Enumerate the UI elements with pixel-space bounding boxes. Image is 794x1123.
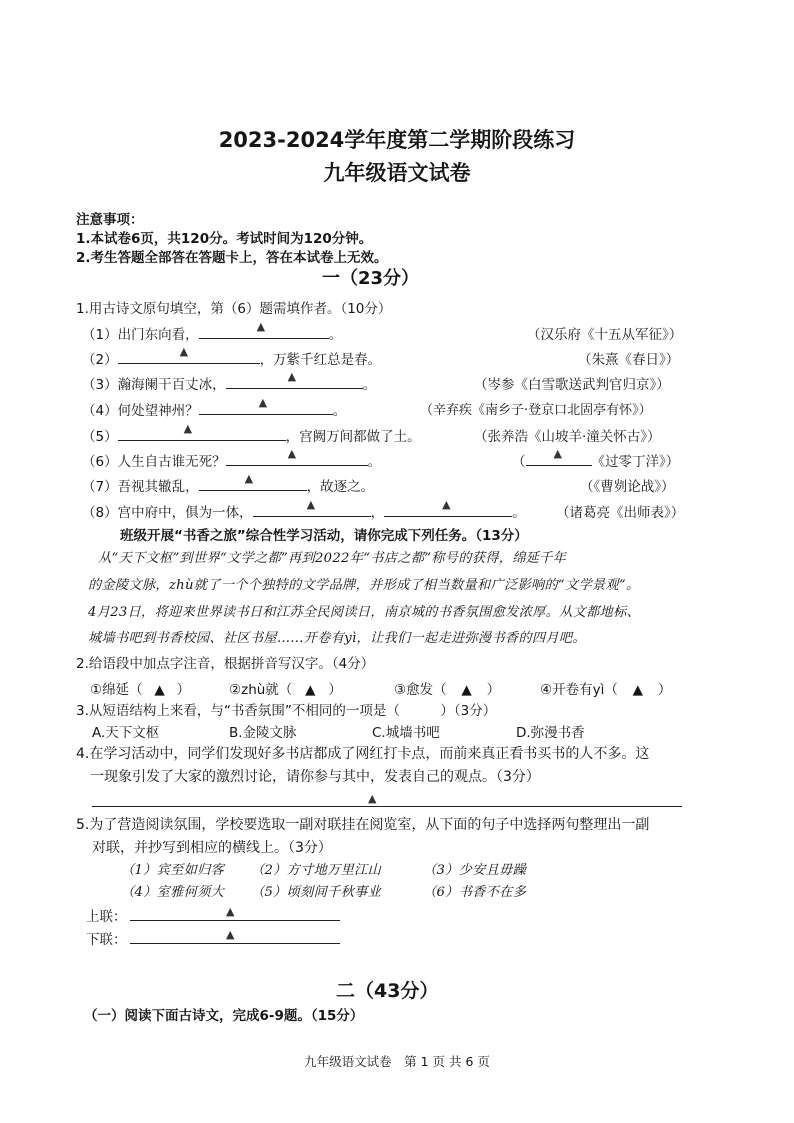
option[interactable]: C.城墙书吧 bbox=[372, 725, 440, 741]
lower-couplet-line[interactable] bbox=[130, 929, 340, 944]
couplet-option: （5）顷刻间千秋事业 bbox=[251, 885, 382, 900]
upper-couplet-line[interactable] bbox=[130, 906, 340, 921]
lower-couplet-label: 下联： bbox=[86, 932, 127, 948]
source-citation: （汉乐府《十五从军征》） bbox=[527, 327, 683, 343]
question-stem: 2.给语段中加点字注音，根据拼音写汉字。（4分） bbox=[76, 656, 375, 672]
notes-heading: 注意事项： bbox=[76, 212, 144, 228]
answer-blank[interactable] bbox=[199, 320, 329, 339]
passage-line: 城墙书吧到书香校园、社区书屋……开卷有yì，让我们一起走进弥漫书香的四月吧。 bbox=[88, 631, 586, 646]
answer-blank[interactable] bbox=[384, 498, 512, 517]
source-citation: （《曹刿论战》） bbox=[580, 479, 675, 495]
answer-blank[interactable] bbox=[199, 396, 333, 415]
answer-mark-icon[interactable]: ▲ bbox=[632, 682, 644, 698]
q2-item: ④开卷有yì（ ▲ ） bbox=[540, 682, 672, 698]
answer-mark-icon: ▲ bbox=[183, 422, 193, 435]
passage-line: 4月23日，将迎来世界读书日和江苏全民阅读日，南京城的书香氛围愈发浓厚。从文都地标、 bbox=[88, 605, 641, 620]
q2-item: ③愈发（ ▲ ） bbox=[394, 682, 501, 698]
answer-blank[interactable] bbox=[118, 345, 260, 364]
page-title: 2023-2024学年度第二学期阶段练习 bbox=[218, 128, 576, 152]
couplet-option: （2）方寸地万里江山 bbox=[251, 863, 382, 878]
couplet-option: （1）宾至如归客 bbox=[121, 863, 225, 878]
page-subtitle: 九年级语文试卷 bbox=[323, 161, 471, 185]
fill-line: （5） ▲ ，宫阙万间都做了土。 bbox=[82, 422, 421, 445]
answer-mark-icon: ▲ bbox=[442, 498, 451, 511]
fill-line: （4）何处望神州？ ▲ 。 bbox=[82, 396, 347, 419]
fill-line: （8）宫中府中，俱为一体， ▲ ， ▲ 。 bbox=[82, 498, 526, 521]
question-stem: 1.用古诗文原句填空，第（6）题需填作者。（10分） bbox=[76, 301, 392, 317]
fill-line: （1）出门东向看， ▲ 。 bbox=[82, 320, 343, 343]
upper-couplet-label: 上联： bbox=[86, 909, 127, 925]
answer-blank[interactable] bbox=[253, 498, 371, 517]
answer-line[interactable] bbox=[92, 794, 682, 807]
passage-line: 的金陵文脉，zhù就了一个个独特的文学品牌，并形成了相当数量和广泛影响的“文学景观”。 bbox=[88, 578, 640, 593]
answer-mark-icon: ▲ bbox=[179, 345, 189, 358]
fill-line: （7）吾视其辙乱， ▲ ，故逐之。 bbox=[82, 472, 375, 495]
answer-blank[interactable] bbox=[199, 472, 307, 491]
answer-mark-icon: ▲ bbox=[226, 905, 235, 918]
source-citation: （诸葛亮《出师表》） bbox=[556, 505, 685, 521]
answer-mark-icon[interactable]: ▲ bbox=[461, 682, 472, 698]
source-citation: （张养浩《山坡羊·潼关怀古》） bbox=[474, 429, 661, 445]
answer-mark-icon: ▲ bbox=[258, 396, 268, 409]
fill-line: （6）人生自古谁无死？ ▲ 。 bbox=[82, 447, 382, 470]
source-citation: （ ▲ 《过零丁洋》） bbox=[512, 447, 680, 470]
fill-line: （3）瀚海阑干百丈冰， ▲ 。 bbox=[82, 370, 377, 393]
answer-mark-icon: ▲ bbox=[306, 498, 316, 511]
answer-mark-icon[interactable]: ▲ bbox=[305, 682, 316, 698]
answer-mark-icon: ▲ bbox=[287, 370, 297, 383]
answer-mark-icon[interactable]: ▲ bbox=[154, 682, 165, 698]
section-heading: 二（43分） bbox=[336, 980, 439, 1002]
question-stem: 4.在学习活动中，同学们发现好多书店都成了网红打卡点，而前来真正看书买书的人不多。这 bbox=[76, 746, 650, 762]
page-footer: 九年级语文试卷 第 1 页 共 6 页 bbox=[304, 1054, 490, 1069]
option[interactable]: B.金陵文脉 bbox=[229, 725, 297, 741]
option[interactable]: A.天下文枢 bbox=[92, 725, 160, 741]
subsection-heading: （一）阅读下面古诗文，完成6-9题。（15分） bbox=[84, 1008, 364, 1024]
notes-item: 2.考生答题全部答在答题卡上，答在本试卷上无效。 bbox=[76, 250, 388, 266]
answer-mark-icon: ▲ bbox=[226, 928, 235, 941]
source-citation: （朱熹《春日》） bbox=[578, 352, 680, 368]
answer-mark-icon: ▲ bbox=[553, 447, 562, 460]
author-blank[interactable] bbox=[526, 447, 592, 466]
q2-item: ②zhù就（ ▲ ） bbox=[229, 682, 342, 698]
answer-blank[interactable] bbox=[226, 370, 363, 389]
couplet-option: （4）室雅何须大 bbox=[121, 885, 225, 900]
answer-blank[interactable] bbox=[226, 447, 368, 466]
option[interactable]: D.弥漫书香 bbox=[516, 725, 585, 741]
notes-item: 1.本试卷6页，共120分。考试时间为120分钟。 bbox=[76, 231, 373, 247]
question-stem: 3.从短语结构上来看，与“书香氛围”不相同的一项是（ ）（3分） bbox=[76, 703, 497, 719]
question-stem: 对联，并抄写到相应的横线上。（3分） bbox=[92, 840, 332, 856]
q2-item: ①绵延（ ▲ ） bbox=[90, 682, 191, 698]
answer-mark-icon: ▲ bbox=[287, 447, 297, 460]
question-stem: 5.为了营造阅读氛围，学校要选取一副对联挂在阅览室，从下面的句子中选择两句整理出一副 bbox=[76, 817, 650, 833]
answer-blank[interactable] bbox=[118, 422, 286, 441]
source-citation: （辛弃疾《南乡子·登京口北固亭有怀》） bbox=[420, 403, 652, 418]
couplet-option: （3）少安且毋躁 bbox=[423, 863, 527, 878]
answer-mark-icon: ▲ bbox=[244, 472, 254, 485]
answer-mark-icon: ▲ bbox=[256, 320, 266, 333]
passage-line: 从“天下文枢”到世界“文学之都”再到2022年“书店之都”称号的获得，绵延千年 bbox=[98, 551, 567, 566]
section-heading: 一（23分） bbox=[322, 268, 420, 289]
activity-intro: 班级开展“书香之旅”综合性学习活动，请你完成下列任务。（13分） bbox=[120, 528, 528, 544]
couplet-option: （6）书香不在多 bbox=[423, 885, 527, 900]
fill-line: （2） ▲ ，万紫千红总是春。 bbox=[82, 345, 382, 368]
answer-mark-icon: ▲ bbox=[368, 792, 377, 805]
source-citation: （岑参《白雪歌送武判官归京》） bbox=[474, 377, 670, 393]
question-stem: 一现象引发了大家的激烈讨论，请你参与其中，发表自己的观点。（3分） bbox=[90, 769, 540, 785]
